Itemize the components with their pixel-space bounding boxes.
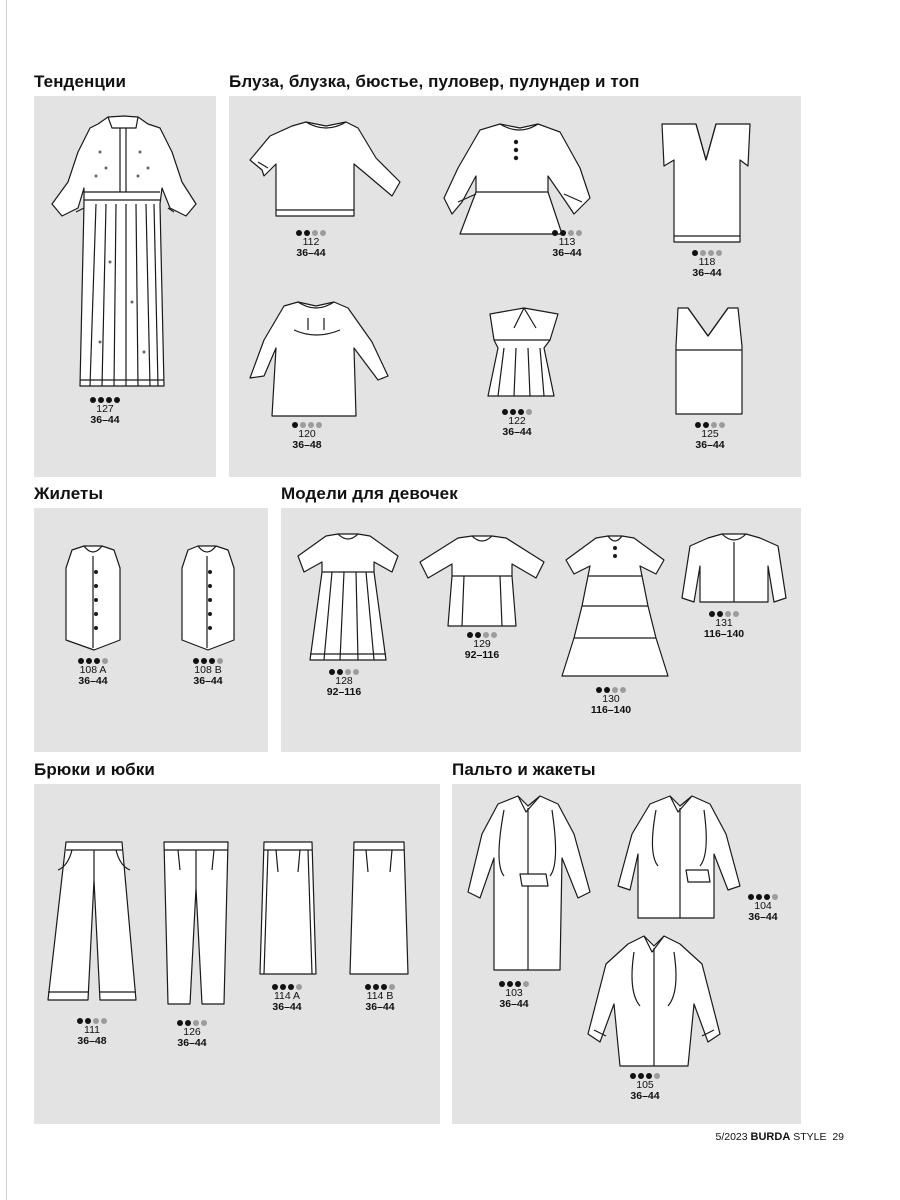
model-sizes: 36–48 — [292, 439, 322, 451]
model-number: 103 — [505, 987, 523, 999]
model-number: 104 — [754, 900, 772, 912]
wide-pants-sketch-icon — [44, 840, 144, 1012]
model-sizes: 36–44 — [90, 414, 120, 426]
model-127-meta — [60, 395, 150, 426]
page-spine-line — [6, 0, 7, 1200]
model-sizes: 36–44 — [296, 247, 326, 259]
model-sizes: 36–44 — [552, 247, 582, 259]
section-title-trends: Тенденции — [34, 72, 127, 91]
model-number: 112 — [302, 236, 320, 248]
model-126-meta — [147, 1018, 237, 1049]
model-131-meta — [679, 609, 769, 640]
model-number: 129 — [473, 638, 491, 650]
model-number: 111 — [84, 1024, 100, 1036]
model-sizes: 116–140 — [703, 628, 745, 640]
model-sizes: 92–116 — [464, 649, 500, 661]
model-112-meta — [266, 228, 356, 259]
pencil-skirt-sketch-icon — [254, 840, 322, 976]
model-number: 127 — [96, 403, 114, 415]
model-sizes: 36–44 — [365, 1001, 395, 1013]
vtop-sketch-icon — [656, 120, 756, 244]
model-122-meta — [472, 407, 562, 438]
pencil-skirt-sketch-icon — [346, 840, 414, 976]
model-number: 130 — [602, 693, 620, 705]
dress-sketch-icon — [40, 112, 210, 392]
model-130-meta — [566, 685, 656, 716]
page-footer — [716, 1131, 845, 1143]
model-113-meta — [522, 228, 612, 259]
model-120-meta — [262, 420, 352, 451]
model-129-meta — [437, 630, 527, 661]
model-104-meta — [718, 892, 808, 923]
model-number: 113 — [558, 236, 576, 248]
model-number: 118 — [698, 256, 716, 268]
model-sizes: 36–44 — [748, 911, 778, 923]
model-sizes: 36–44 — [177, 1037, 207, 1049]
section-title-tops: Блуза, блузка, бюстье, пуловер, пулундер и топ — [229, 72, 640, 91]
model-number: 120 — [298, 428, 316, 440]
model-111-meta — [47, 1016, 137, 1047]
model-number: 131 — [715, 617, 733, 629]
peplum-blouse-sketch-icon — [440, 118, 600, 238]
model-number: 125 — [701, 428, 719, 440]
model-number: 128 — [335, 675, 353, 687]
model-sizes: 36–44 — [695, 439, 725, 451]
model-number: 114 A — [273, 990, 301, 1002]
coat-sketch-icon — [464, 794, 594, 972]
page-number: 29 — [832, 1131, 844, 1143]
issue-number: 5/2023 — [715, 1131, 748, 1143]
model-sizes: 36–44 — [630, 1090, 660, 1102]
blouse-jacket-sketch-icon — [584, 934, 724, 1070]
brand-name: BURDA — [750, 1131, 791, 1143]
brand-suffix: STYLE — [793, 1131, 827, 1143]
tank-top-sketch-icon — [668, 306, 748, 416]
model-number: 108 B — [194, 664, 222, 676]
girls-dress-sketch-icon — [288, 532, 408, 664]
model-number: 126 — [183, 1026, 201, 1038]
blouse-sketch-icon — [246, 118, 406, 228]
model-114a-meta — [242, 982, 332, 1013]
section-title-pants: Брюки и юбки — [34, 760, 155, 779]
bustier-sketch-icon — [484, 306, 564, 406]
model-sizes: 116–140 — [590, 704, 632, 716]
section-title-vests: Жилеты — [34, 484, 104, 503]
model-number: 108 A — [79, 664, 107, 676]
girls-jacket-sketch-icon — [678, 532, 790, 606]
model-108a-meta — [48, 656, 138, 687]
vest-sketch-icon — [58, 546, 128, 650]
model-sizes: 36–44 — [692, 267, 722, 279]
slim-pants-sketch-icon — [158, 840, 234, 1012]
model-sizes: 36–48 — [77, 1035, 107, 1047]
section-title-girls: Модели для девочек — [281, 484, 458, 503]
model-number: 105 — [636, 1079, 654, 1091]
model-128-meta — [299, 667, 389, 698]
model-sizes: 36–44 — [502, 426, 532, 438]
model-125-meta — [665, 420, 755, 451]
section-title-coats: Пальто и жакеты — [452, 760, 596, 779]
model-114b-meta — [335, 982, 425, 1013]
model-sizes: 36–44 — [78, 675, 108, 687]
model-number: 122 — [508, 415, 526, 427]
girls-top-sketch-icon — [416, 534, 548, 630]
tiered-dress-sketch-icon — [556, 534, 674, 680]
model-sizes: 36–44 — [193, 675, 223, 687]
model-sizes: 92–116 — [326, 686, 362, 698]
model-108b-meta — [163, 656, 253, 687]
model-sizes: 36–44 — [272, 1001, 302, 1013]
tunic-sketch-icon — [246, 300, 396, 420]
model-103-meta — [469, 979, 559, 1010]
model-number: 114 B — [366, 990, 394, 1002]
model-105-meta — [600, 1071, 690, 1102]
vest-sketch-icon — [176, 546, 240, 650]
model-118-meta — [662, 248, 752, 279]
model-sizes: 36–44 — [499, 998, 529, 1010]
